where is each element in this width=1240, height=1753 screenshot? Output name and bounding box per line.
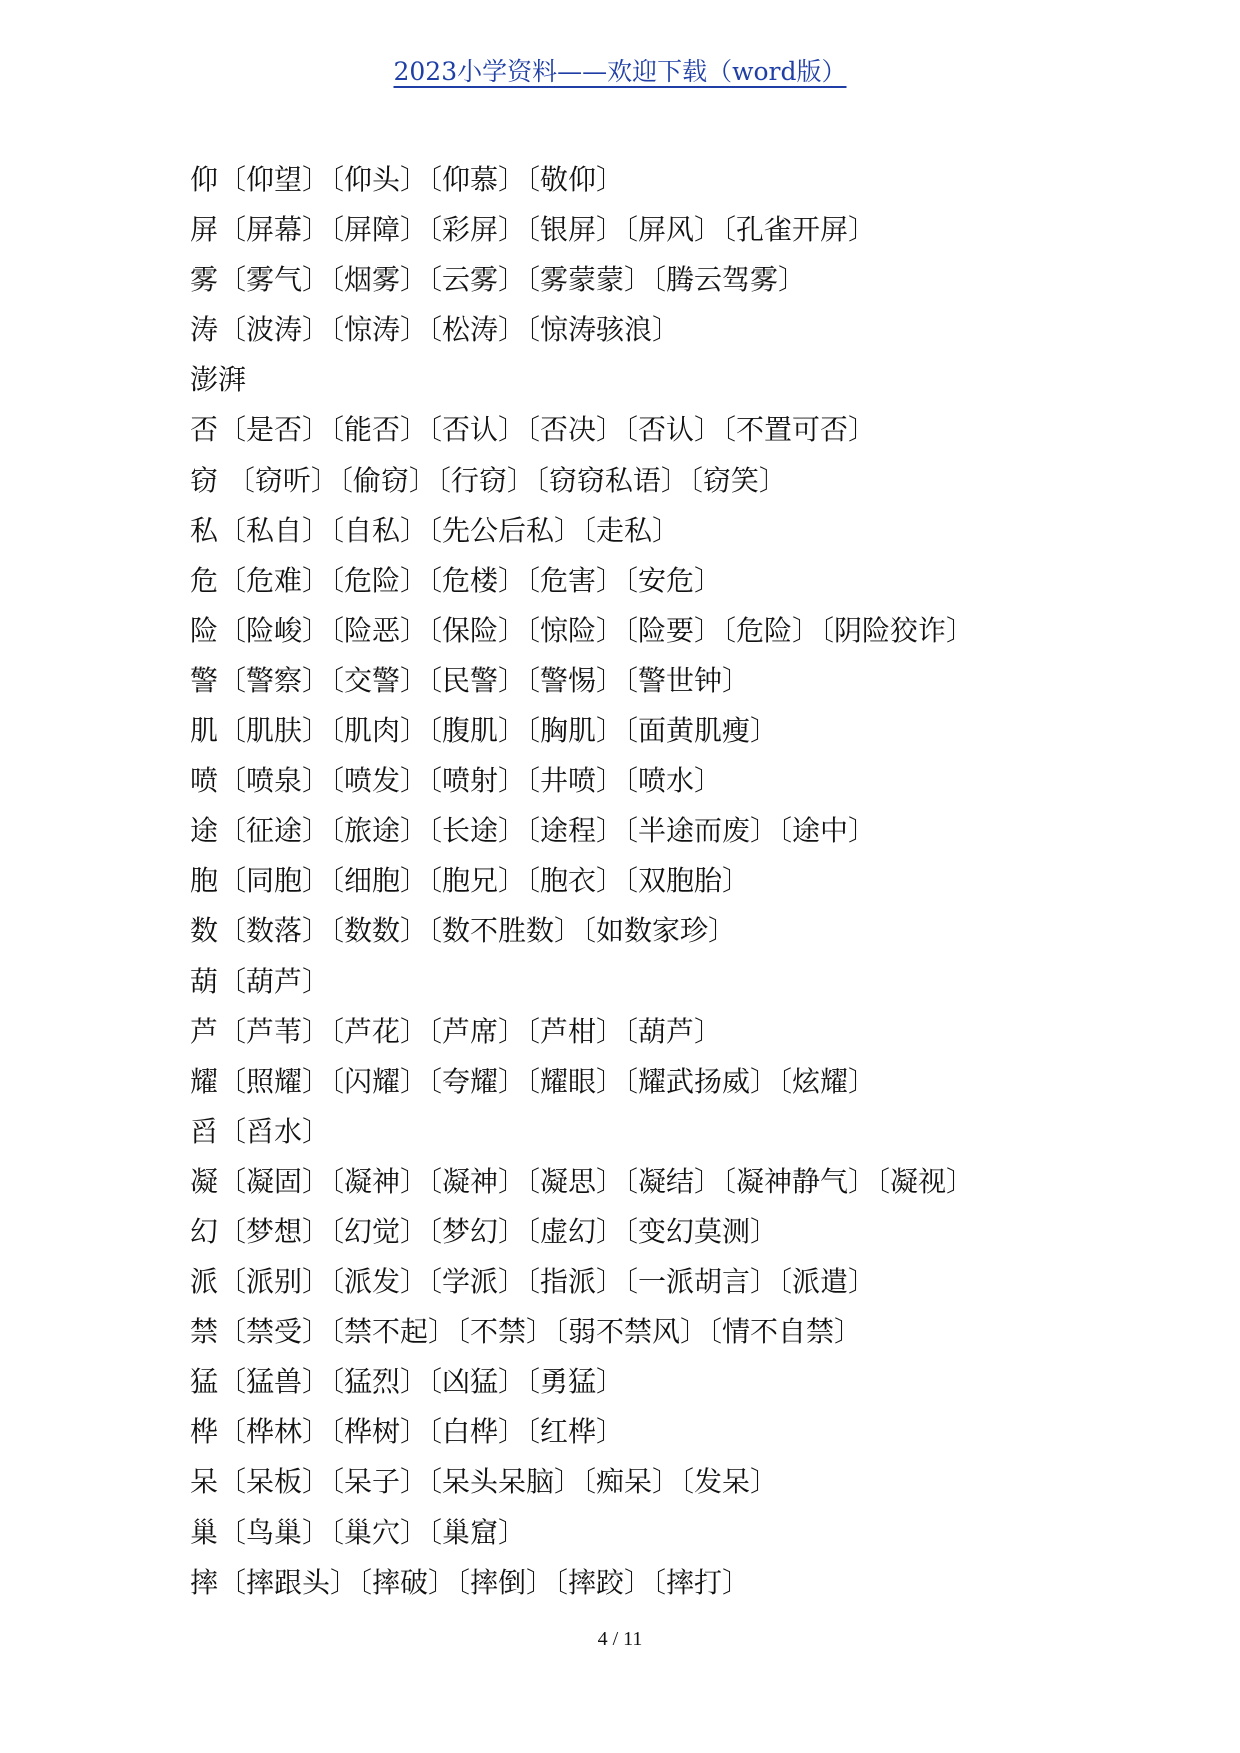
vocabulary-list (190, 155, 1190, 1608)
vocab-line: 摔〔摔跟头〕〔摔破〕〔摔倒〕〔摔跤〕〔摔打〕 (190, 1565, 751, 1599)
vocab-line: 肌〔肌肤〕〔肌肉〕〔腹肌〕〔胸肌〕〔面黄肌瘦〕 (190, 714, 779, 748)
vocab-line: 窃 〔窃听〕〔偷窃〕〔行窃〕〔窃窃私语〕〔窃笑〕 (190, 463, 787, 497)
vocab-line: 幻〔梦想〕〔幻觉〕〔梦幻〕〔虚幻〕〔变幻莫测〕 (190, 1214, 779, 1248)
vocab-line: 巢〔鸟巢〕〔巢穴〕〔巢窟〕 (190, 1515, 527, 1549)
vocab-line: 数〔数落〕〔数数〕〔数不胜数〕〔如数家珍〕 (190, 914, 737, 948)
vocab-line: 警〔警察〕〔交警〕〔民警〕〔警惕〕〔警世钟〕 (190, 663, 751, 697)
vocab-line: 葫〔葫芦〕 (190, 964, 331, 998)
page-header (0, 52, 1240, 88)
vocab-line: 禁〔禁受〕〔禁不起〕〔不禁〕〔弱不禁风〕〔情不自禁〕 (190, 1315, 863, 1349)
vocab-line: 涛〔波涛〕〔惊涛〕〔松涛〕〔惊涛骇浪〕 (190, 313, 681, 347)
vocab-line: 派〔派别〕〔派发〕〔学派〕〔指派〕〔一派胡言〕〔派遣〕 (190, 1265, 877, 1299)
vocab-line: 耀〔照耀〕〔闪耀〕〔夸耀〕〔耀眼〕〔耀武扬威〕〔炫耀〕 (190, 1064, 877, 1098)
vocab-line: 澎湃 (190, 363, 247, 397)
vocab-line: 猛〔猛兽〕〔猛烈〕〔凶猛〕〔勇猛〕 (190, 1365, 625, 1399)
vocab-line: 途〔征途〕〔旅途〕〔长途〕〔途程〕〔半途而废〕〔途中〕 (190, 814, 877, 848)
vocab-line: 呆〔呆板〕〔呆子〕〔呆头呆脑〕〔痴呆〕〔发呆〕 (190, 1465, 779, 1499)
header-link[interactable]: 2023小学资料——欢迎下载（word版） (393, 57, 847, 86)
vocab-line: 屏〔屏幕〕〔屏障〕〔彩屏〕〔银屏〕〔屏风〕〔孔雀开屏〕 (190, 213, 877, 247)
page-number: 4 / 11 (597, 1628, 643, 1650)
vocab-line: 舀〔舀水〕 (190, 1114, 331, 1148)
vocab-line: 凝〔凝固〕〔凝神〕〔凝神〕〔凝思〕〔凝结〕〔凝神静气〕〔凝视〕 (190, 1164, 975, 1198)
vocab-line: 雾〔雾气〕〔烟雾〕〔云雾〕〔雾蒙蒙〕〔腾云驾雾〕 (190, 263, 807, 297)
vocab-line: 胞〔同胞〕〔细胞〕〔胞兄〕〔胞衣〕〔双胞胎〕 (190, 864, 751, 898)
vocab-line: 芦〔芦苇〕〔芦花〕〔芦席〕〔芦柑〕〔葫芦〕 (190, 1014, 723, 1048)
vocab-line: 危〔危难〕〔危险〕〔危楼〕〔危害〕〔安危〕 (190, 563, 723, 597)
vocab-line: 桦〔桦林〕〔桦树〕〔白桦〕〔红桦〕 (190, 1415, 625, 1449)
vocab-line: 否〔是否〕〔能否〕〔否认〕〔否决〕〔否认〕〔不置可否〕 (190, 413, 877, 447)
vocab-line: 险〔险峻〕〔险恶〕〔保险〕〔惊险〕〔险要〕〔危险〕〔阴险狡诈〕 (190, 613, 975, 647)
vocab-line: 私〔私自〕〔自私〕〔先公后私〕〔走私〕 (190, 513, 681, 547)
vocab-line: 仰〔仰望〕〔仰头〕〔仰慕〕〔敬仰〕 (190, 163, 625, 196)
vocab-line: 喷〔喷泉〕〔喷发〕〔喷射〕〔井喷〕〔喷水〕 (190, 764, 723, 798)
